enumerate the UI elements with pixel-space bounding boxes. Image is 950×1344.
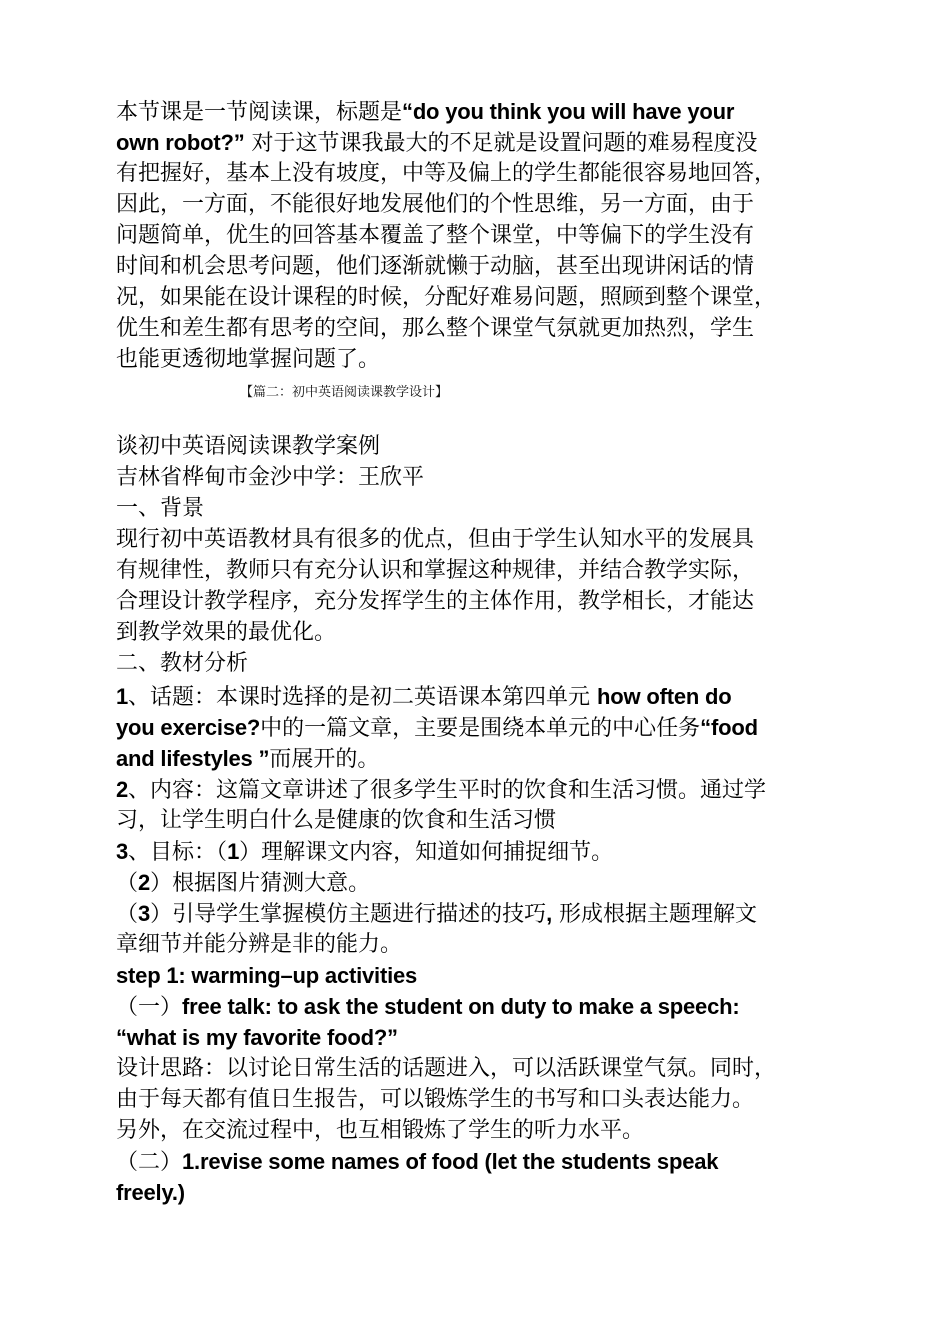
- text: 现行初中英语教材具有很多的优点，但由于学生认知水平的发展具: [116, 527, 755, 552]
- goal-line-2: [116, 867, 840, 898]
- text: （一）: [116, 995, 183, 1020]
- text: （二）: [116, 1150, 183, 1175]
- text: 二、教材分析: [116, 651, 249, 676]
- paragraph1-line-6: [116, 251, 840, 282]
- text: 形成根据主题理解文: [552, 902, 757, 927]
- english-text: how often do: [597, 684, 732, 709]
- text: 由于每天都有值日生报告，可以锻炼学生的书写和口头表达能力。: [116, 1087, 755, 1112]
- text: 设计思路：以讨论日常生活的话题进入，可以活跃课堂气氛。同时，: [116, 1056, 777, 1081]
- analysis-heading: [116, 648, 840, 679]
- english-text: you exercise?: [116, 715, 261, 740]
- text: 、话题：本课时选择的是初二英语课本第四单元: [128, 685, 598, 710]
- text: 也能更透彻地掌握问题了。: [116, 347, 381, 372]
- paragraph1-line-1: [116, 96, 840, 127]
- article-title: [116, 431, 840, 462]
- design-line-1: [116, 1053, 840, 1084]
- topic-line-1: [116, 681, 840, 712]
- paragraph1-line-5: [116, 220, 840, 251]
- text: 另外，在交流过程中，也互相锻炼了学生的听力水平。: [116, 1118, 645, 1143]
- english-text: 1.revise some names of food (let the students speak: [182, 1149, 719, 1174]
- text: 对于这节课我最大的不足就是设置问题的难易程度没: [244, 131, 758, 156]
- paragraph1-line-8: [116, 313, 840, 344]
- background-line-2: [116, 555, 840, 586]
- english-text: “food: [700, 715, 758, 740]
- text: 、内容：这篇文章讲述了很多学生平时的饮食和生活习惯。通过学: [128, 778, 767, 803]
- text: 本节课是一节阅读课，标题是: [116, 100, 403, 125]
- design-line-2: [116, 1084, 840, 1115]
- paragraph1-line-2: [116, 127, 840, 158]
- background-line-4: [116, 617, 840, 648]
- background-heading: [116, 493, 840, 524]
- paragraph1-line-9: [116, 344, 840, 375]
- content-line-2: [116, 805, 840, 836]
- text: （: [116, 902, 139, 927]
- background-line-3: [116, 586, 840, 617]
- english-text: step 1: warming–up activities: [116, 963, 418, 988]
- text: 而展开的。: [269, 747, 380, 772]
- number: 1: [227, 839, 240, 864]
- text: 问题简单，优生的回答基本覆盖了整个课堂，中等偏下的学生没有: [116, 223, 755, 248]
- comma: ,: [546, 901, 552, 926]
- text: 时间和机会思考问题，他们逐渐就懒于动脑，甚至出现讲闲话的情: [116, 254, 755, 279]
- english-text: free talk: to ask the student on duty to make a speech:: [182, 994, 740, 1019]
- free-talk-line-2: [116, 1022, 840, 1053]
- topic-line-2: [116, 712, 840, 743]
- text: 况，如果能在设计课程的时候，分配好难易问题，照顾到整个课堂，: [116, 285, 777, 310]
- text: 习，让学生明白什么是健康的饮食和生活习惯: [116, 808, 557, 833]
- topic-line-3: [116, 743, 840, 774]
- section-heading: 【篇二：初中英语阅读课教学设计】: [240, 385, 449, 400]
- article-author: [116, 462, 840, 493]
- text: 、目标：（: [128, 840, 228, 865]
- content-line-1: [116, 774, 840, 805]
- english-text: and lifestyles ”: [116, 746, 270, 771]
- english-text: freely.): [116, 1180, 185, 1205]
- number: 1: [116, 684, 129, 709]
- goal-line-3: [116, 898, 840, 929]
- text: 合理设计教学程序，充分发挥学生的主体作用，教学相长，才能达: [116, 589, 755, 614]
- paragraph1-line-3: [116, 158, 840, 189]
- paragraph1-line-4: [116, 189, 840, 220]
- english-title-part: “do you think you will have your: [402, 99, 735, 124]
- text: 中的一篇文章，主要是围绕本单元的中心任务: [260, 716, 701, 741]
- goal-line-1: [116, 836, 840, 867]
- goal-line-4: [116, 929, 840, 960]
- text: ）引导学生掌握模仿主题进行描述的技巧: [150, 902, 547, 927]
- paragraph1-line-7: [116, 282, 840, 313]
- number: 3: [138, 901, 151, 926]
- number: 2: [138, 870, 151, 895]
- text: 吉林省桦甸市金沙中学：王欣平: [116, 465, 425, 490]
- text: 因此，一方面，不能很好地发展他们的个性思维，另一方面，由于: [116, 192, 755, 217]
- text: （: [116, 871, 139, 896]
- revise-line-1: [116, 1146, 840, 1177]
- step1-heading: [116, 960, 840, 991]
- revise-line-2: [116, 1177, 840, 1208]
- number: 3: [116, 839, 129, 864]
- text: 谈初中英语阅读课教学案例: [116, 434, 381, 459]
- background-line-1: [116, 524, 840, 555]
- text: 章细节并能分辨是非的能力。: [116, 932, 403, 957]
- english-title-part: own robot?”: [116, 130, 245, 155]
- text: 一、背景: [116, 496, 205, 521]
- number: 2: [116, 777, 129, 802]
- text: 有把握好，基本上没有坡度，中等及偏上的学生都能很容易地回答，: [116, 161, 777, 186]
- english-text: “what is my favorite food?”: [116, 1025, 398, 1050]
- text: 有规律性，教师只有充分认识和掌握这种规律，并结合教学实际，: [116, 558, 755, 583]
- free-talk-line-1: [116, 991, 840, 1022]
- text: ）理解课文内容，知道如何捕捉细节。: [239, 840, 614, 865]
- text: 到教学效果的最优化。: [116, 620, 337, 645]
- text: 优生和差生都有思考的空间，那么整个课堂气氛就更加热烈，学生: [116, 316, 755, 341]
- design-line-3: [116, 1115, 840, 1146]
- text: ）根据图片猜测大意。: [150, 871, 371, 896]
